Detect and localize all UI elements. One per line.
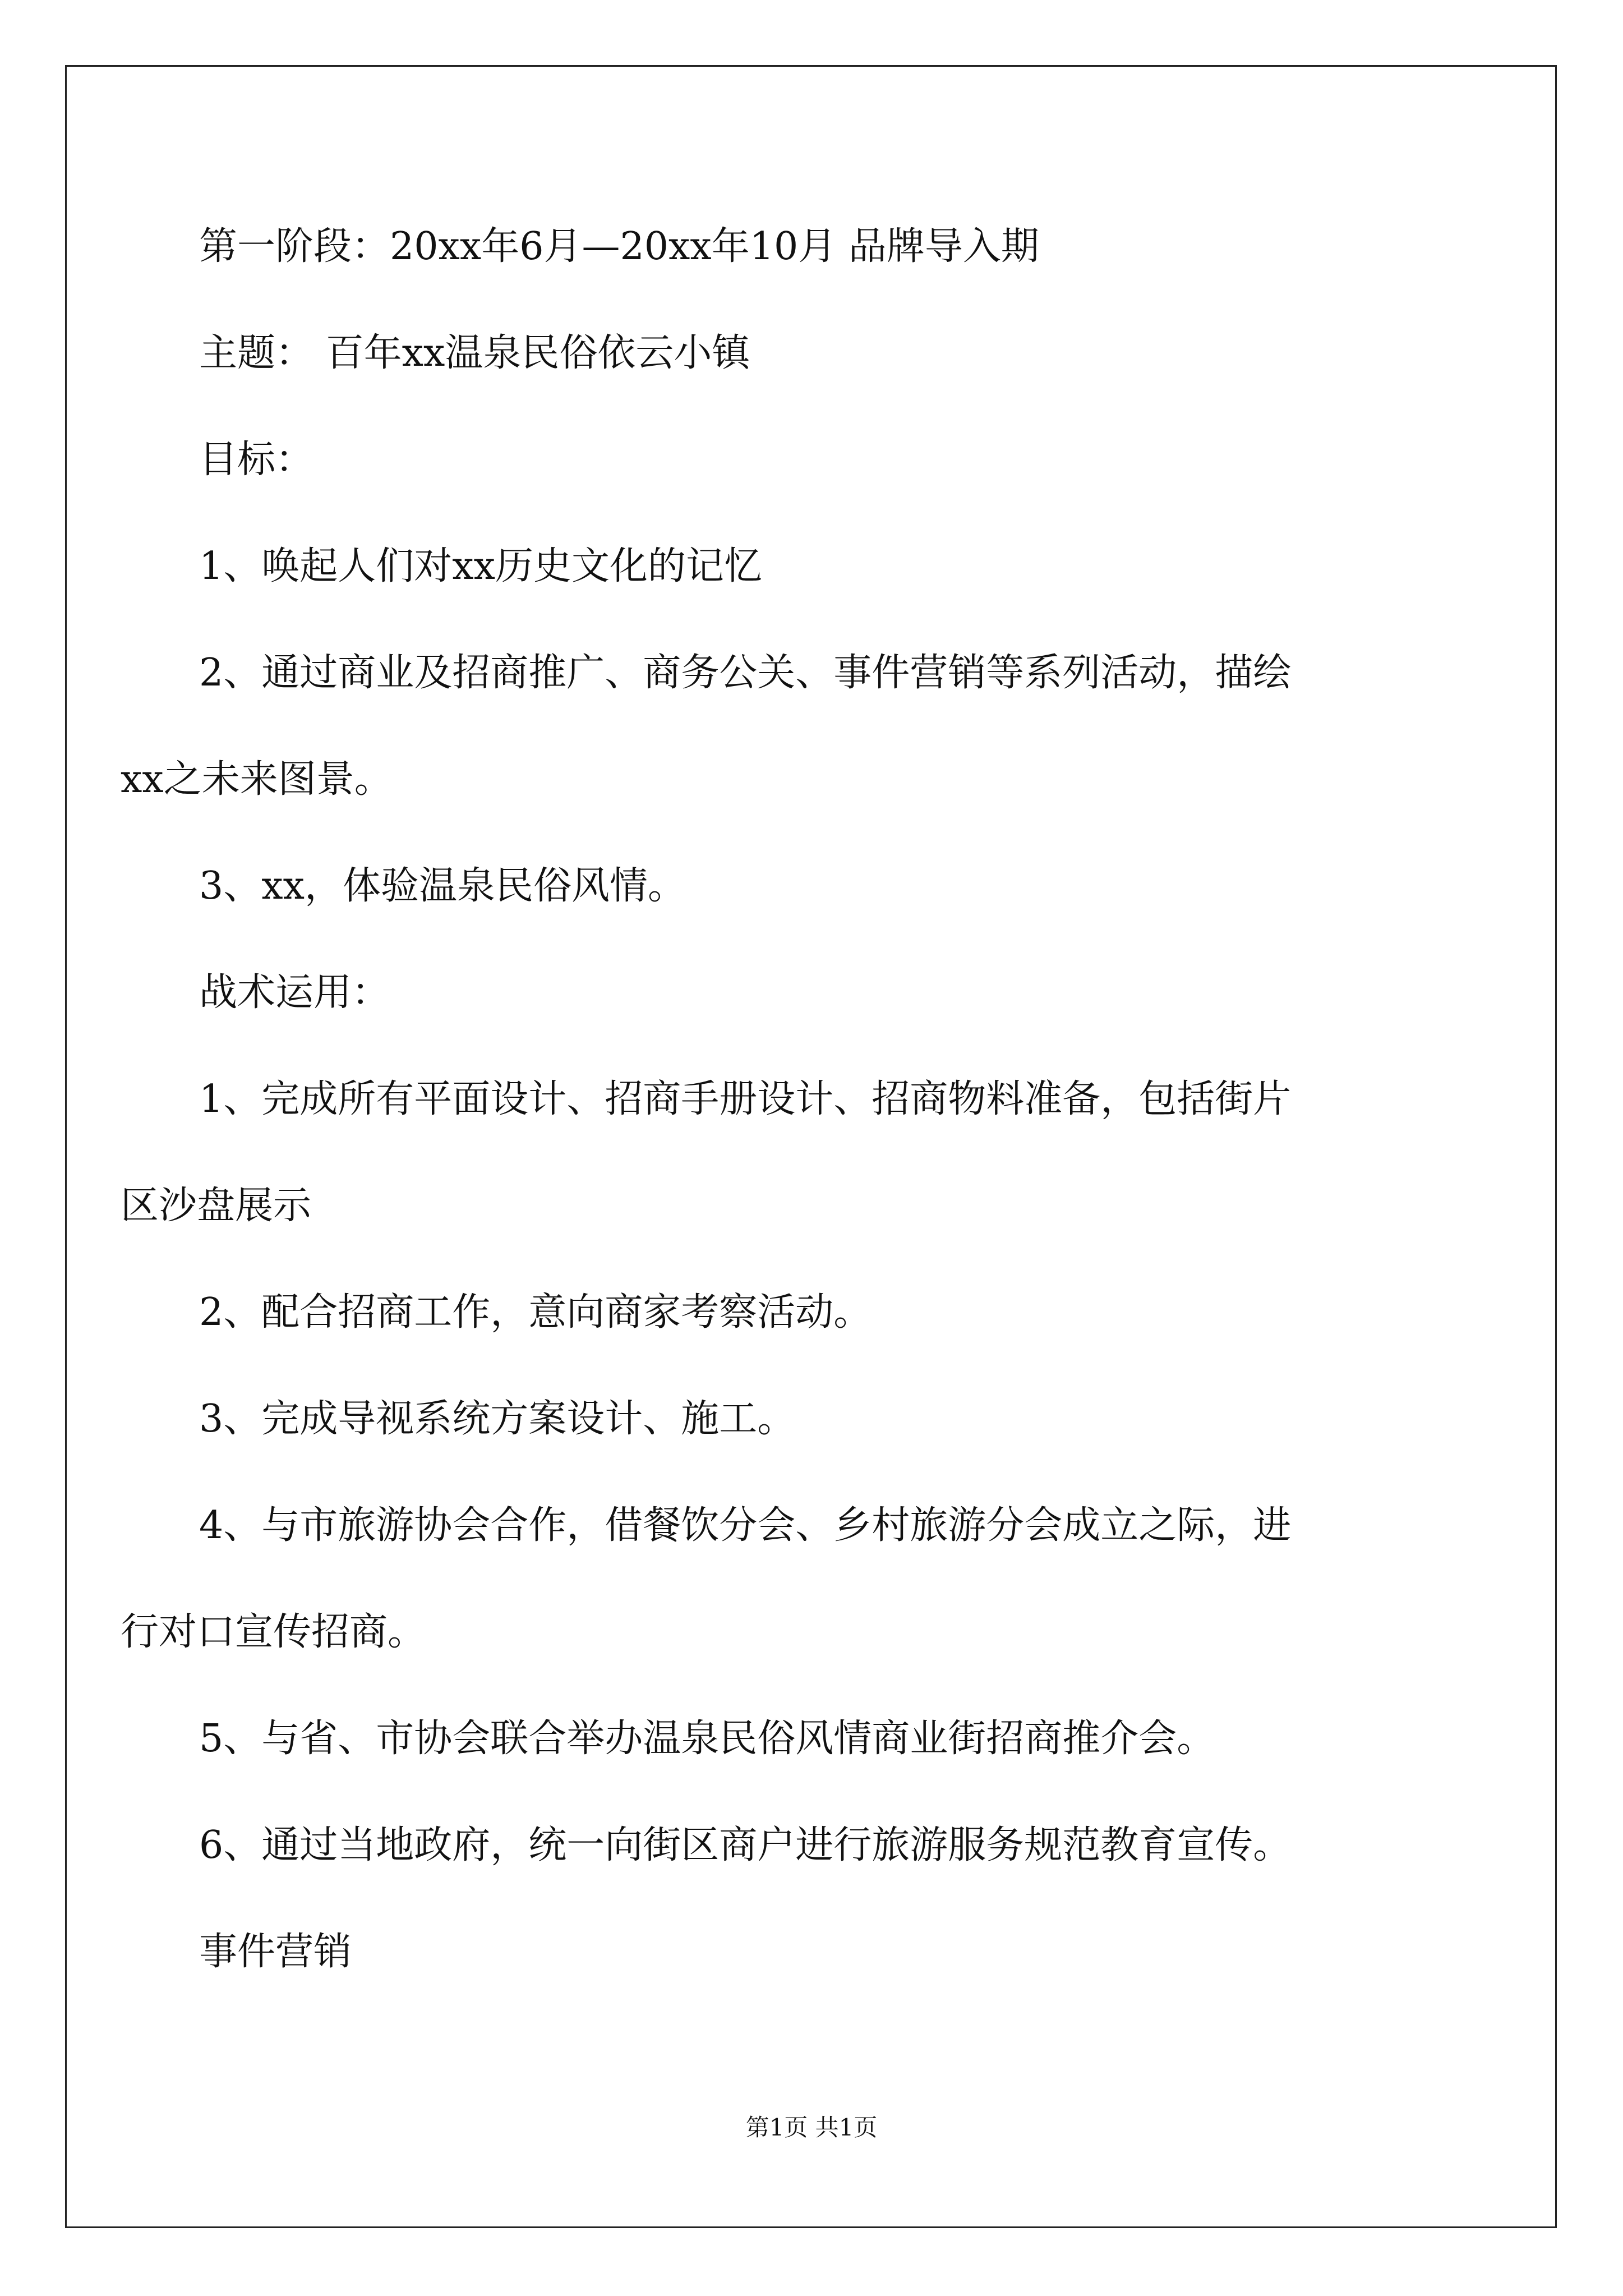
paragraph-goal-3: 3、xx，体验温泉民俗风情。 xyxy=(199,864,686,908)
paragraph-tactic-1-line-1: 1、完成所有平面设计、招商手册设计、招商物料准备，包括街片 xyxy=(199,1077,1292,1121)
paragraph-tactic-6: 6、通过当地政府，统一向街区商户进行旅游服务规范教育宣传。 xyxy=(199,1823,1292,1867)
page-footer: 第1页 共1页 xyxy=(745,2114,878,2141)
paragraph-tactic-4-line-2: 行对口宣传招商。 xyxy=(121,1610,426,1654)
paragraph-theme: 主题： 百年xx温泉民俗依云小镇 xyxy=(199,331,750,375)
paragraph-event-marketing: 事件营销 xyxy=(199,1930,352,1974)
paragraph-goals-heading: 目标： xyxy=(199,438,314,482)
paragraph-goal-2-line-2: xx之未来图景。 xyxy=(121,757,393,802)
paragraph-phase-title: 第一阶段：20xx年6月—20xx年10月 品牌导入期 xyxy=(199,224,1039,269)
paragraph-tactic-2: 2、配合招商工作，意向商家考察活动。 xyxy=(199,1290,872,1335)
paragraph-goal-1: 1、唤起人们对xx历史文化的记忆 xyxy=(199,544,762,588)
paragraph-tactic-5: 5、与省、市协会联合举办温泉民俗风情商业街招商推介会。 xyxy=(199,1717,1215,1761)
paragraph-tactics-heading: 战术运用： xyxy=(199,970,390,1015)
paragraph-tactic-3: 3、完成导视系统方案设计、施工。 xyxy=(199,1397,796,1441)
document-body xyxy=(121,224,1467,2036)
paragraph-tactic-4-line-1: 4、与市旅游协会合作，借餐饮分会、乡村旅游分会成立之际，进 xyxy=(199,1503,1292,1548)
paragraph-tactic-1-line-2: 区沙盘展示 xyxy=(121,1184,312,1228)
paragraph-goal-2-line-1: 2、通过商业及招商推广、商务公关、事件营销等系列活动，描绘 xyxy=(199,651,1292,695)
